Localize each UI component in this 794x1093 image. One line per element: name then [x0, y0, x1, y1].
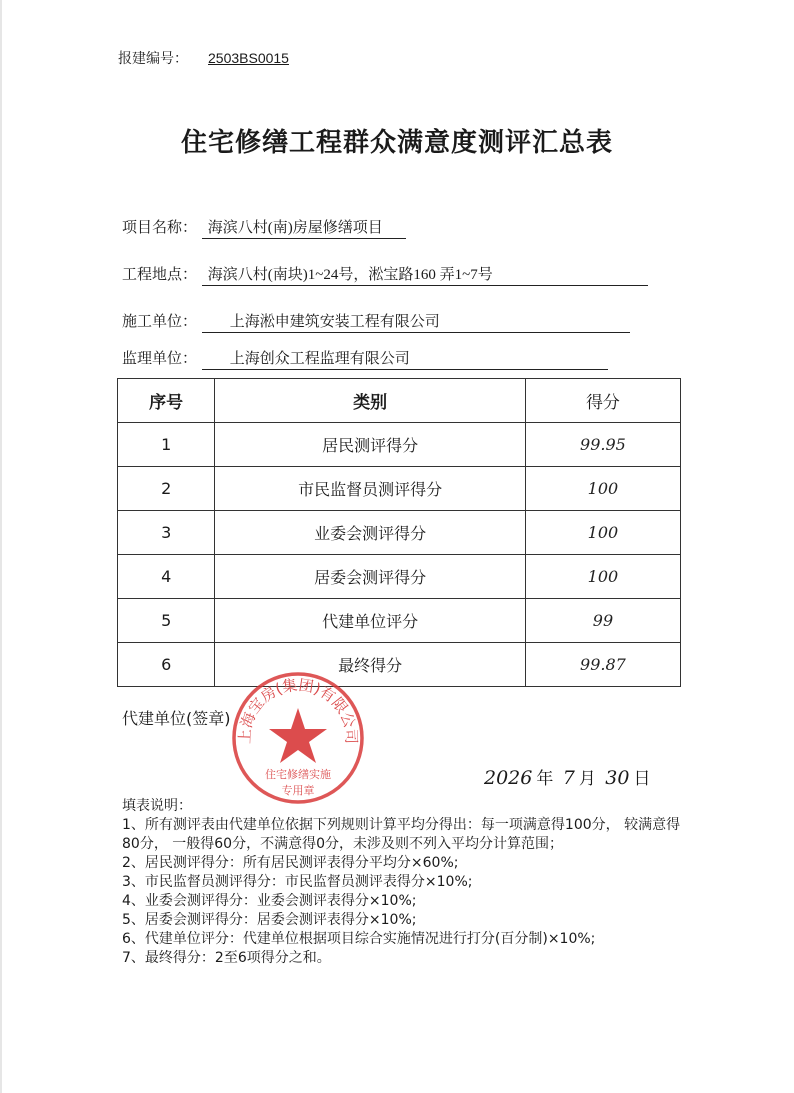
row-category: 居委会测评得分 — [215, 555, 526, 599]
row-category: 市民监督员测评得分 — [215, 467, 526, 511]
official-seal — [228, 668, 368, 808]
seal-star-icon — [269, 708, 327, 763]
registration-number — [118, 48, 289, 68]
row-no: 3 — [118, 511, 215, 555]
row-score-handwritten: 99 — [525, 599, 680, 643]
sign-date — [480, 764, 650, 789]
notes-heading: 填表说明： — [122, 798, 192, 814]
seal-bottom-text: 专用章 — [281, 784, 315, 797]
seal-inner-text: 住宅修缮实施 — [265, 768, 331, 781]
header-category: 类别 — [215, 379, 526, 423]
note-item: 1、所有测评表由代建单位依据下列规则计算平均分得出：每一项满意得100分， 较满意得80分， 一般得60分，不满意得0分，未涉及则不列入平均分计算范围； — [122, 817, 681, 852]
table-header-row — [118, 379, 681, 423]
row-no: 1 — [118, 423, 215, 467]
row-category: 居民测评得分 — [215, 423, 526, 467]
registration-label: 报建编号： — [118, 51, 188, 67]
scan-edge — [0, 0, 2, 1093]
table-row — [118, 643, 681, 687]
row-no: 4 — [118, 555, 215, 599]
date-month-unit: 月 — [578, 769, 596, 789]
table-row — [118, 467, 681, 511]
note-item: 3、市民监督员测评得分：市民监督员测评表得分×10%; — [122, 874, 473, 890]
table-row — [118, 511, 681, 555]
row-no: 2 — [118, 467, 215, 511]
page-title: 住宅修缮工程群众满意度测评汇总表 — [180, 128, 613, 158]
table-row — [118, 423, 681, 467]
contractor-value: 上海淞申建筑安装工程有限公司 — [202, 310, 630, 333]
signature-label: 代建单位(签章) — [122, 709, 231, 728]
row-score-handwritten: 100 — [525, 467, 680, 511]
row-score-handwritten: 99.95 — [525, 423, 680, 467]
note-item: 5、居委会测评得分：居委会测评表得分×10%; — [122, 912, 417, 928]
row-score-handwritten: 99.87 — [525, 643, 680, 687]
row-no: 6 — [118, 643, 215, 687]
supervisor-row — [122, 347, 608, 370]
header-score: 得分 — [525, 379, 680, 423]
header-no: 序号 — [118, 379, 215, 423]
date-day-unit: 日 — [633, 769, 651, 789]
row-no: 5 — [118, 599, 215, 643]
note-item: 2、居民测评得分：所有居民测评表得分平均分×60%; — [122, 855, 459, 871]
note-item: 4、业委会测评得分：业委会测评表得分×10%; — [122, 893, 417, 909]
date-year-unit: 年 — [536, 769, 554, 789]
supervisor-value: 上海创众工程监理有限公司 — [202, 347, 608, 370]
project-location-value: 海滨八村(南块)1~24号，淞宝路160 弄1~7号 — [202, 263, 648, 286]
supervisor-label: 监理单位： — [122, 349, 198, 367]
note-item: 6、代建单位评分：代建单位根据项目综合实施情况进行打分(百分制)×10%; — [122, 931, 596, 947]
contractor-row — [122, 310, 630, 333]
row-category: 最终得分 — [215, 643, 526, 687]
row-category: 业委会测评得分 — [215, 511, 526, 555]
seal-outer-text: 上海宝房(集团)有限公司 — [235, 675, 361, 745]
project-name-value: 海滨八村(南)房屋修缮项目 — [202, 216, 406, 239]
table-row — [118, 599, 681, 643]
row-category: 代建单位评分 — [215, 599, 526, 643]
project-name-label: 项目名称： — [122, 218, 198, 236]
table-row — [118, 555, 681, 599]
filling-instructions — [122, 797, 682, 968]
date-day: 30 — [605, 767, 630, 789]
note-item: 7、最终得分：2至6项得分之和。 — [122, 950, 331, 966]
row-score-handwritten: 100 — [525, 511, 680, 555]
registration-value: 2503BS0015 — [208, 50, 289, 66]
score-table — [117, 378, 681, 687]
row-score-handwritten: 100 — [525, 555, 680, 599]
contractor-label: 施工单位： — [122, 312, 198, 330]
project-name-row — [122, 216, 406, 239]
date-year: 2026 — [484, 767, 533, 789]
project-location-label: 工程地点： — [122, 265, 198, 283]
project-location-row — [122, 263, 648, 286]
date-month: 7 — [562, 767, 575, 789]
